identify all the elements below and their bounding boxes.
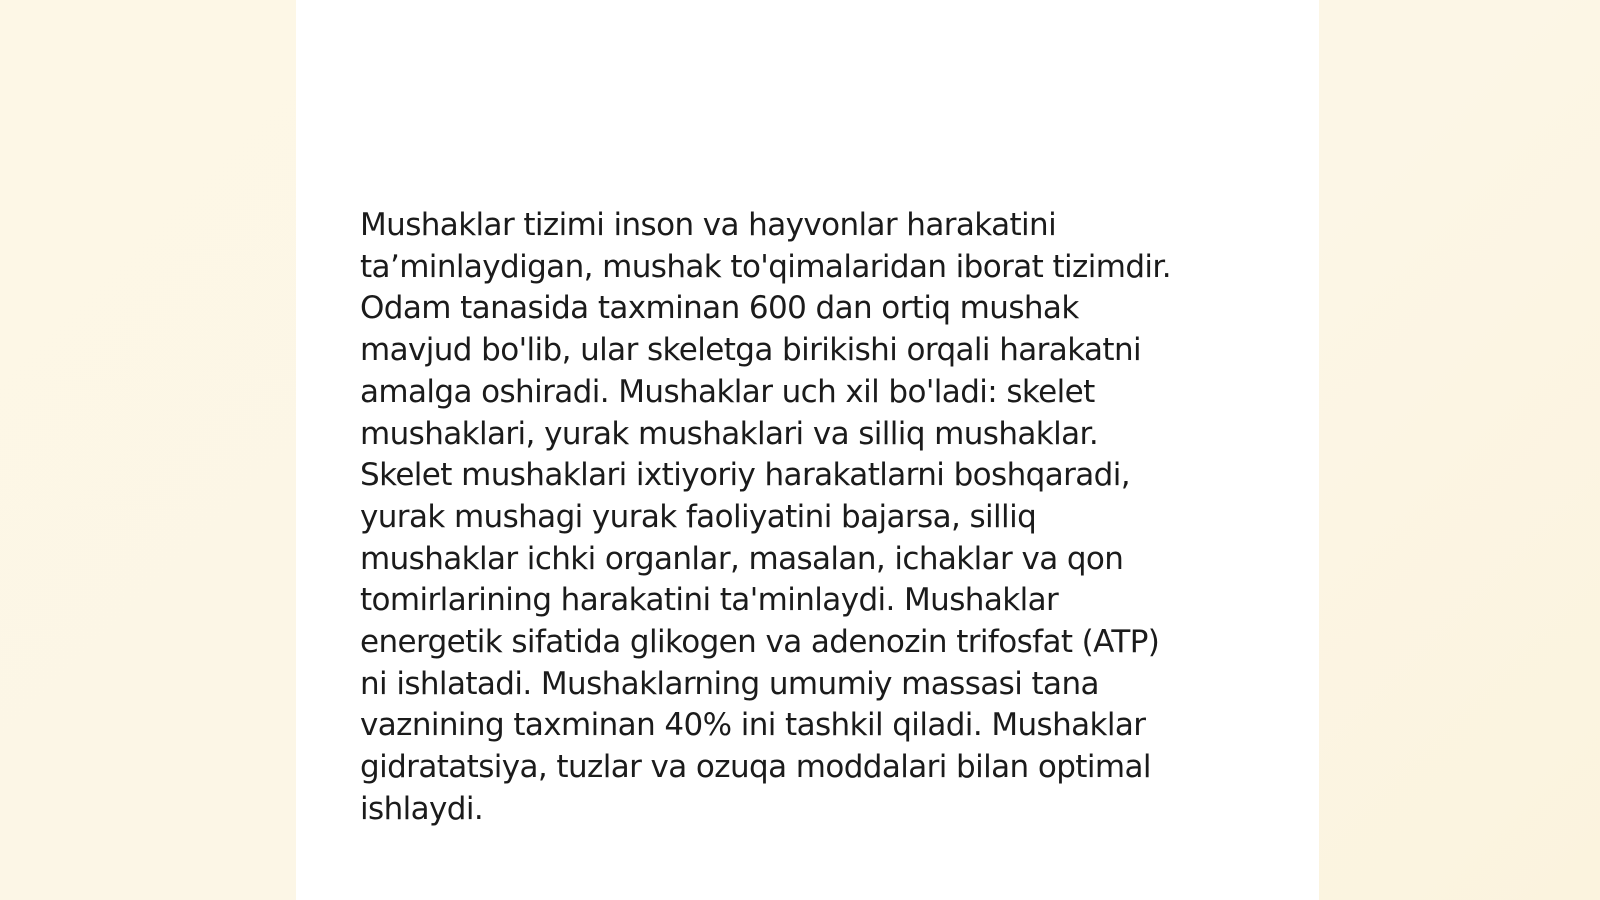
- text-line: ni ishlatadi. Mushaklarning umumiy massasi tana: [360, 665, 1099, 702]
- body-paragraph: [360, 205, 1260, 831]
- text-line: tomirlarining harakatini ta'minlaydi. Mushaklar: [360, 582, 1059, 619]
- document-page: [296, 0, 1319, 900]
- text-line: Mushaklar tizimi inson va hayvonlar harakatini: [360, 207, 1057, 243]
- text-line: mushaklari, yurak mushaklari va silliq mushaklar.: [360, 415, 1099, 452]
- text-line: mavjud bo'lib, ular skeletga birikishi orqali harakatni: [360, 332, 1142, 369]
- text-line: amalga oshiradi. Mushaklar uch xil bo'ladi: skelet: [360, 373, 1095, 410]
- text-line: gidratatsiya, tuzlar va ozuqa moddalari bilan optimal: [360, 749, 1151, 786]
- text-line: vaznining taxminan 40% ini tashkil qiladi. Mushaklar: [360, 707, 1146, 744]
- text-line: energetik sifatida glikogen va adenozin trifosfat (ATP): [360, 624, 1160, 661]
- text-line: ta’minlaydigan, mushak to'qimalaridan iborat tizimdir.: [360, 248, 1171, 285]
- text-line: Skelet mushaklari ixtiyoriy harakatlarni boshqaradi,: [360, 457, 1130, 494]
- text-line: yurak mushagi yurak faoliyatini bajarsa, silliq: [360, 498, 1037, 535]
- text-line: Odam tanasida taxminan 600 dan ortiq mushak: [360, 290, 1079, 327]
- text-line: mushaklar ichki organlar, masalan, ichaklar va qon: [360, 540, 1124, 577]
- text-line: ishlaydi.: [360, 790, 484, 827]
